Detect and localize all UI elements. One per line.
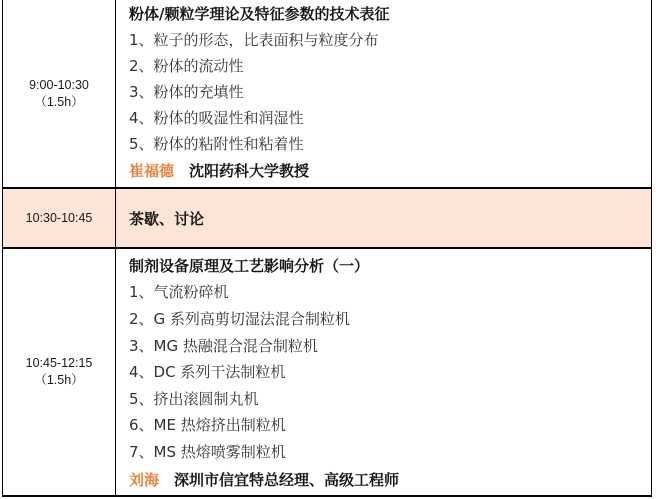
speaker-name: 刘海 (129, 470, 160, 489)
session-2-item-1: 1、气流粉碎机 (129, 283, 229, 302)
time-duration: （1.5h） (34, 94, 84, 109)
speaker-name: 崔福德 (129, 161, 175, 180)
speaker-affiliation: 深圳市信宜特总经理、高级工程师 (174, 470, 400, 489)
session-2-item-5: 5、挤出滚圆制丸机 (129, 389, 259, 408)
time-range: 10:45-12:15 (25, 356, 93, 370)
session-2-item-4: 4、DC 系列干法制粒机 (129, 363, 286, 382)
session-2-item-7: 7、MS 热熔喷雾制粒机 (129, 442, 286, 461)
time-cell-break (3, 189, 116, 247)
schedule-row-session-2 (3, 249, 651, 497)
session-2-item-2: 2、G 系列高剪切湿法混合制粒机 (129, 309, 350, 328)
session-1-title: 粉体/颗粒学理论及特征参数的技术表征 (129, 4, 390, 23)
schedule-row-session-1 (3, 0, 651, 187)
session-1-item-4: 4、粉体的吸湿性和润湿性 (129, 108, 304, 127)
session-2-item-3: 3、MG 热融混合混合制粒机 (129, 336, 318, 355)
session-1-item-3: 3、粉体的充填性 (129, 82, 244, 101)
session-1-item-1: 1、粒子的形态，比表面积与粒度分布 (129, 30, 379, 49)
time-duration: （1.5h） (34, 373, 84, 387)
break-label: 茶歇、讨论 (129, 209, 205, 228)
session-2-item-6: 6、ME 热熔挤出制粒机 (129, 416, 286, 435)
time-range: 9:00-10:30 (29, 77, 89, 92)
session-1-speaker-line (129, 157, 643, 183)
session-1-item-2: 2、粉体的流动性 (129, 56, 244, 75)
schedule-row-tea-break (3, 187, 651, 249)
time-range: 10:30-10:45 (25, 210, 93, 225)
time-cell-session-1 (3, 0, 116, 187)
break-content (116, 189, 651, 247)
agenda-table (2, 0, 652, 497)
session-2-speaker-line (129, 466, 643, 493)
session-2-title: 制剂设备原理及工艺影响分析（一） (129, 256, 370, 275)
session-1-content (116, 0, 651, 187)
speaker-affiliation: 沈阳药科大学教授 (189, 161, 310, 180)
time-cell-session-2 (3, 249, 116, 495)
session-1-item-5: 5、粉体的粘附性和粘着性 (129, 134, 304, 153)
session-2-content (116, 249, 651, 495)
